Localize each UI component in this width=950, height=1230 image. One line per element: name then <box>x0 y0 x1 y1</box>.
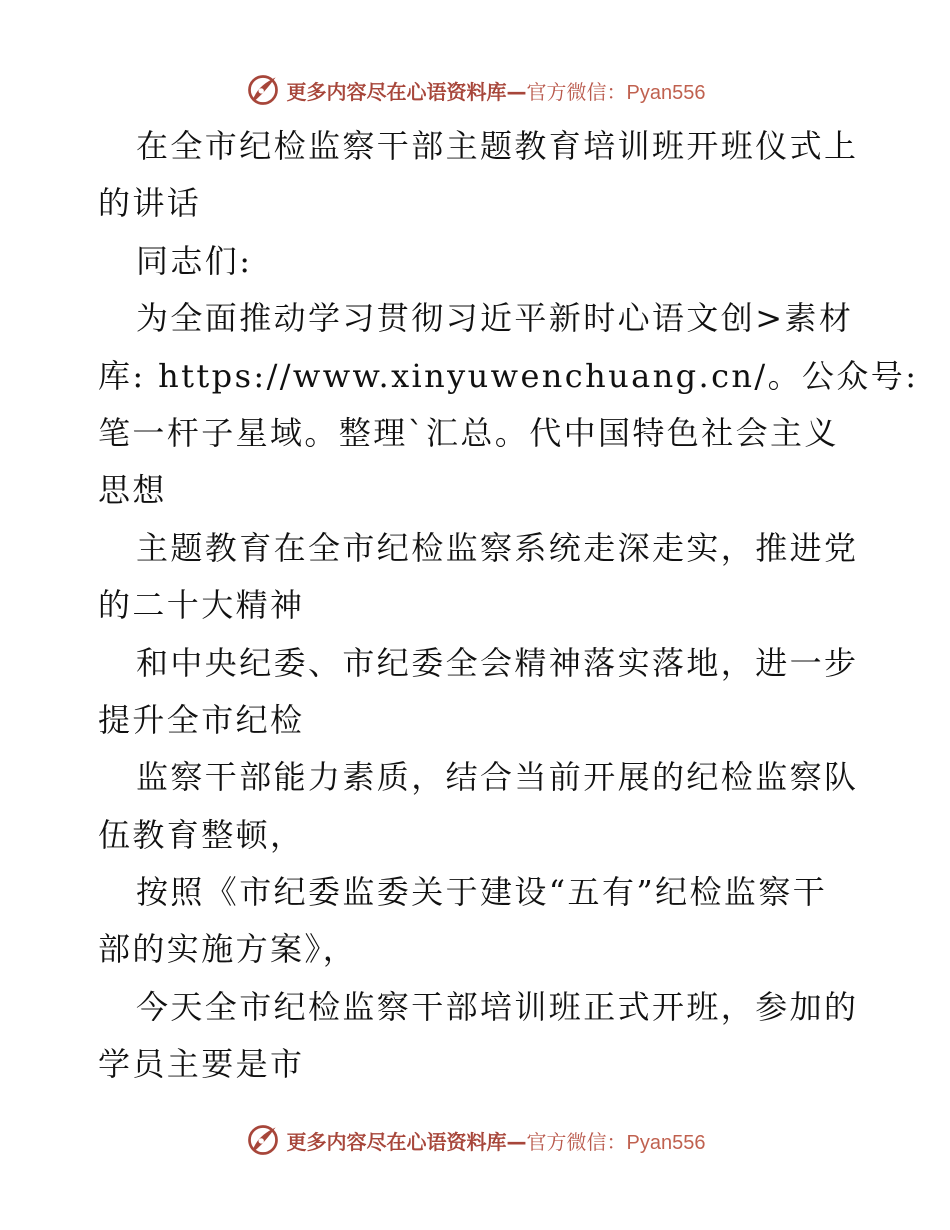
banner-separator: — <box>506 1129 527 1154</box>
text-line: 伍教育整顿， <box>98 815 305 854</box>
banner-text <box>287 76 706 105</box>
text-line: 今天全市纪检监察干部培训班正式开班，参加的 <box>136 987 859 1026</box>
banner-wechat-label: 官方微信： <box>526 1129 627 1154</box>
text-line: 和中央纪委、市纪委全会精神落实落地，进一步 <box>136 643 859 682</box>
text-line: 学员主要是市 <box>98 1045 305 1084</box>
banner-main-text: 更多内容尽在心语资料库 <box>286 79 507 104</box>
text-line: 提升全市纪检 <box>98 700 305 739</box>
banner-wechat-id: Pyan556 <box>626 81 706 104</box>
text-line: 思想 <box>98 471 167 510</box>
pen-logo-icon <box>245 1122 281 1158</box>
text-line: 按照《市纪委监委关于建设“五有”纪检监察干 <box>136 873 828 912</box>
header-watermark-banner <box>0 70 950 110</box>
text-line: 库: https://www.xinyuwenchuang.cn/。公众号: <box>98 356 919 395</box>
banner-separator: — <box>506 79 527 104</box>
text-line: 的讲话 <box>98 184 202 223</box>
document-body <box>98 118 919 1094</box>
text-line: 主题教育在全市纪检监察系统走深走实，推进党 <box>136 528 859 567</box>
banner-wechat-label: 官方微信： <box>526 79 627 104</box>
text-line: 同志们: <box>136 241 253 280</box>
text-line: 在全市纪检监察干部主题教育培训班开班仪式上 <box>136 127 859 165</box>
banner-main-text: 更多内容尽在心语资料库 <box>286 1129 507 1154</box>
banner-wechat-id: Pyan556 <box>626 1131 706 1154</box>
text-line: 的二十大精神 <box>98 586 305 625</box>
text-line: 部的实施方案》， <box>98 930 358 969</box>
footer-watermark-banner <box>0 1120 950 1160</box>
text-line: 为全面推动学习贯彻习近平新时心语文创>素材 <box>136 299 854 338</box>
text-line: 监察干部能力素质，结合当前开展的纪检监察队 <box>136 758 859 797</box>
banner-text <box>287 1126 706 1155</box>
text-line: 笔一杆子星域。整理`汇总。代中国特色社会主义 <box>98 413 839 452</box>
pen-logo-icon <box>245 72 281 108</box>
